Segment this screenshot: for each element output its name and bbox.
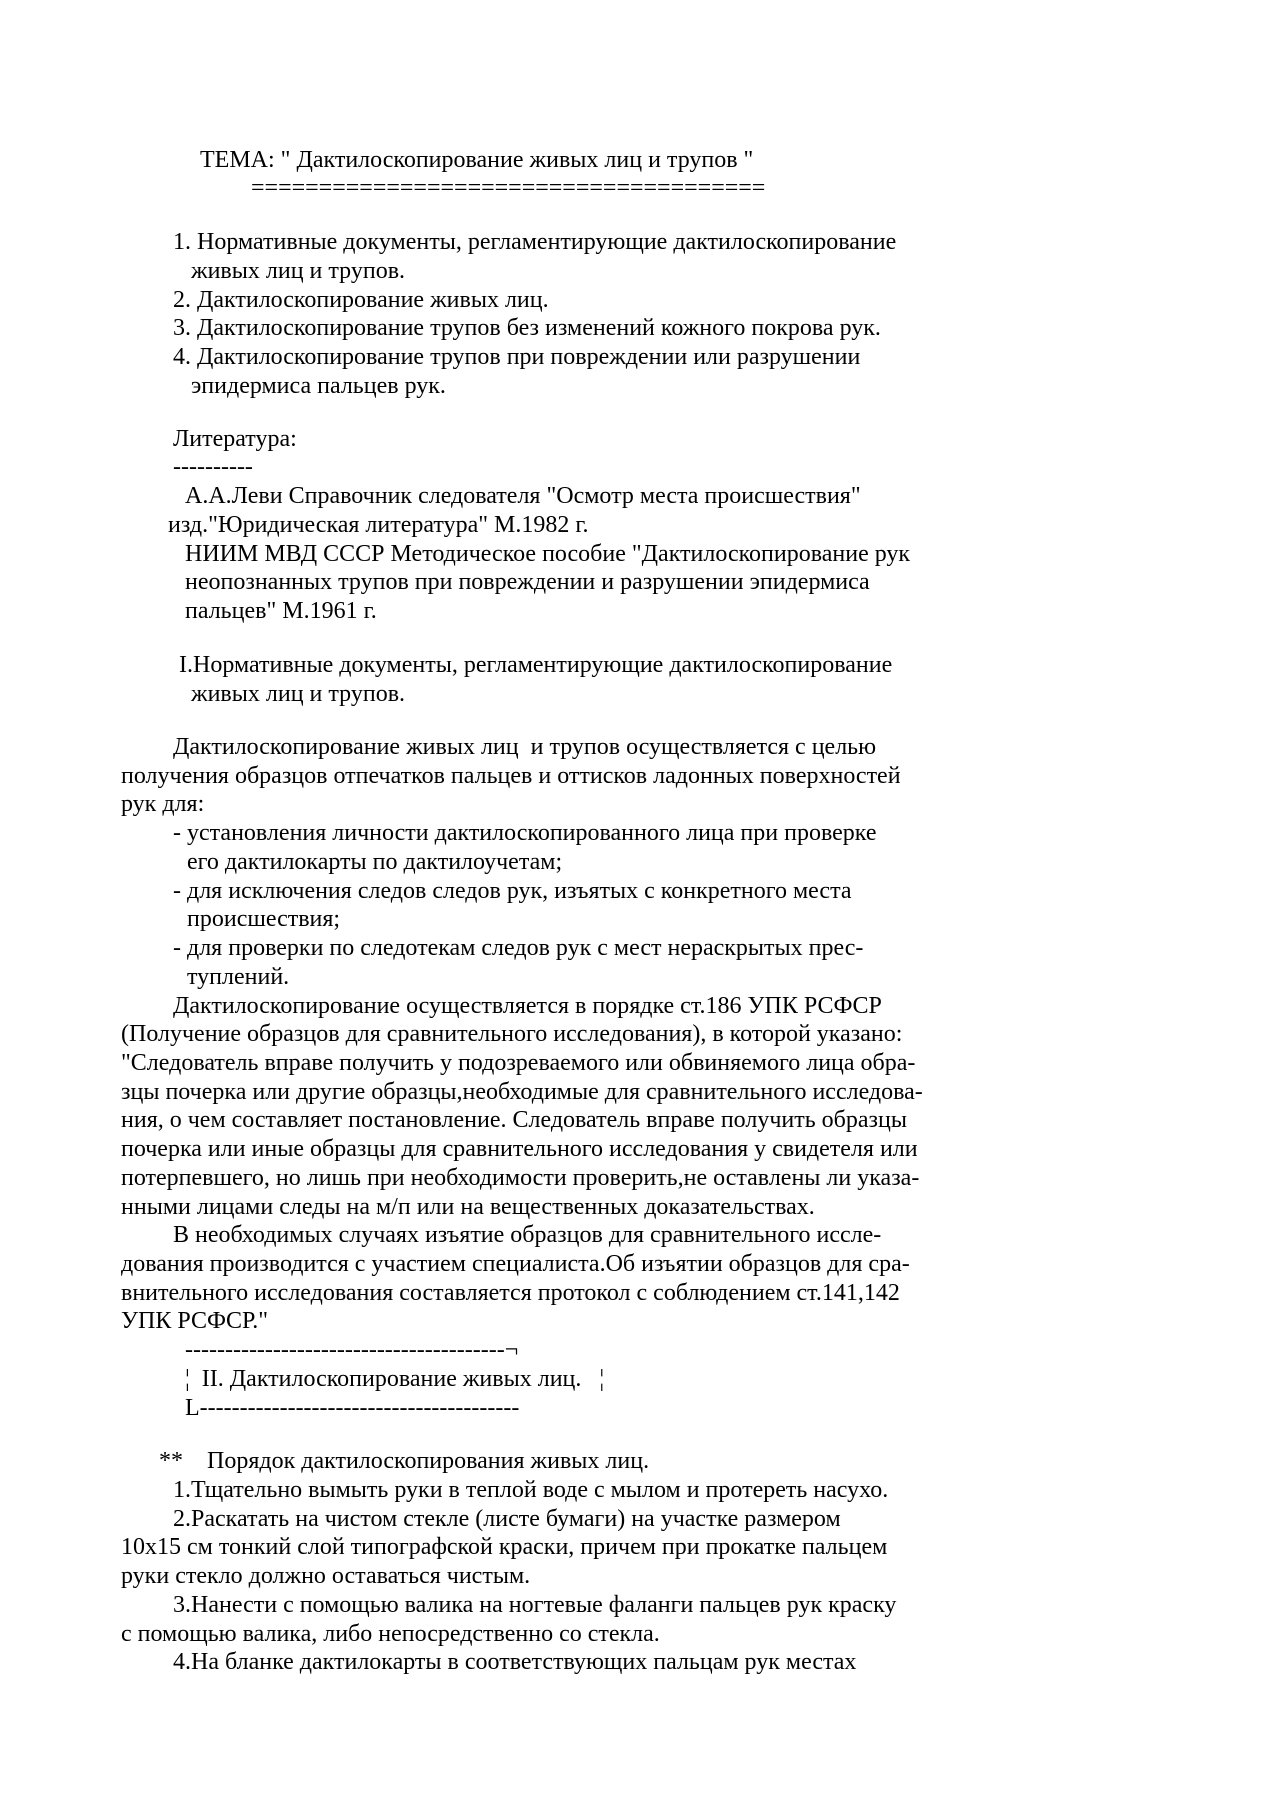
paragraph-line: - установления личности дактилоскопированного лица при проверке [173,820,877,846]
procedure-line: 2.Раскатать на чистом стекле (листе бумаги) на участке размером [173,1506,841,1532]
paragraph-line: ния, о чем составляет постановление. Следователь вправе получить образцы [121,1107,907,1133]
contents-item: 3. Дактилоскопирование трупов без изменений кожного покрова рук. [173,315,881,341]
title-underline: ====================================== [251,175,766,201]
paragraph-line: (Получение образцов для сравнительного исследования), в которой указано: [121,1021,903,1047]
paragraph-line: В необходимых случаях изъятие образцов для сравнительного иссле- [173,1222,882,1248]
section-box-bottom: L---------------------------------------- [185,1395,520,1421]
paragraph-line: получения образцов отпечатков пальцев и оттисков ладонных поверхностей [121,763,901,789]
paragraph-line: Дактилоскопирование осуществляется в порядке ст.186 УПК РСФСР [173,993,882,1019]
paragraph-line: зцы почерка или другие образцы,необходимые для сравнительного исследова- [121,1079,923,1105]
paragraph-line: УПК РСФСР." [121,1308,269,1334]
procedure-line: 10х15 см тонкий слой типографской краски, причем при прокатке пальцем [121,1534,888,1560]
literature-line: пальцев" М.1961 г. [185,598,377,624]
paragraph-line: "Следователь вправе получить у подозреваемого или обвиняемого лица обра- [121,1050,916,1076]
procedure-line: 3.Нанести с помощью валика на ногтевые фаланги пальцев рук краску [173,1592,897,1618]
section1-heading-cont: живых лиц и трупов. [191,681,406,707]
literature-heading: Литература: [173,426,297,452]
literature-rule: ---------- [173,454,253,480]
paragraph-line: - для проверки по следотекам следов рук с мест нераскрытых прес- [173,935,864,961]
document-title: ТЕМА: " Дактилоскопирование живых лиц и трупов " [200,147,754,173]
section2-subheading: ** Порядок дактилоскопирования живых лиц. [159,1448,650,1474]
paragraph-line: туплений. [187,964,290,990]
procedure-line: 1.Тщательно вымыть руки в теплой воде с мылом и протереть насухо. [173,1477,889,1503]
contents-item: живых лиц и трупов. [191,258,406,284]
contents-item: 4. Дактилоскопирование трупов при повреждении или разрушении [173,344,861,370]
literature-line: изд."Юридическая литература" М.1982 г. [168,512,589,538]
paragraph-line: потерпевшего, но лишь при необходимости проверить,не оставлены ли указа- [121,1165,920,1191]
contents-item: эпидермиса пальцев рук. [191,373,446,399]
procedure-line: с помощью валика, либо непосредственно со стекла. [121,1621,660,1647]
contents-item: 2. Дактилоскопирование живых лиц. [173,287,549,313]
literature-line: НИИМ МВД СССР Методическое пособие "Дактилоскопирование рук [185,541,911,567]
procedure-line: 4.На бланке дактилокарты в соответствующих пальцам рук местах [173,1649,857,1675]
contents-item: 1. Нормативные документы, регламентирующие дактилоскопирование [173,229,897,255]
paragraph-line: - для исключения следов следов рук, изъятых с конкретного места [173,878,852,904]
paragraph-line: дования производится с участием специалиста.Об изъятии образцов для сра- [121,1251,910,1277]
paragraph-line: нными лицами следы на м/п или на вещественных доказательствах. [121,1194,815,1220]
paragraph-line: происшествия; [187,906,341,932]
section1-heading: I.Нормативные документы, регламентирующие дактилоскопирование [179,652,893,678]
paragraph-line: почерка или иные образцы для сравнительного исследования у свидетеля или [121,1136,918,1162]
paragraph-line: его дактилокарты по дактилоучетам; [187,849,563,875]
literature-line: А.А.Леви Справочник следователя "Осмотр места происшествия" [185,483,861,509]
section-box-top: ----------------------------------------¬ [185,1337,519,1363]
section2-heading: ¦ II. Дактилоскопирование живых лиц. ¦ [185,1366,605,1392]
literature-line: неопознанных трупов при повреждении и разрушении эпидермиса [185,569,870,595]
paragraph-line: Дактилоскопирование живых лиц и трупов осуществляется с целью [173,734,877,760]
paragraph-line: рук для: [121,791,205,817]
paragraph-line: внительного исследования составляется протокол с соблюдением ст.141,142 [121,1280,900,1306]
procedure-line: руки стекло должно оставаться чистым. [121,1563,531,1589]
